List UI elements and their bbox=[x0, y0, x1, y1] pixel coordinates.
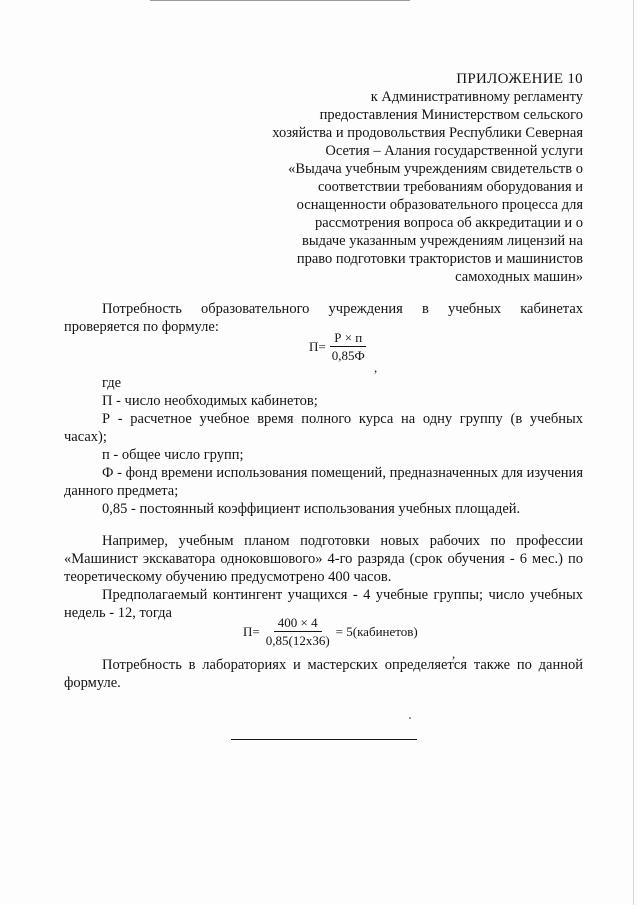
header-line: предоставления Министерством сельского bbox=[319, 107, 583, 123]
closing-paragraph: Потребность в лабораториях и мастерских определяется также по данной формуле. bbox=[64, 657, 583, 691]
formula-comma: , bbox=[374, 360, 378, 375]
scan-edge-top bbox=[150, 0, 410, 1]
formula-example-comma: , bbox=[452, 646, 456, 661]
formula-example-denominator: 0,85(12х36) bbox=[265, 633, 330, 648]
scan-speck bbox=[409, 717, 411, 719]
example-groups-paragraph: Предполагаемый контингент учащихся - 4 учебные группы; число учебных недель - 12, тогда bbox=[64, 587, 583, 621]
definition-R: Р - расчетное учебное время полного курса на одну группу (в учебных часах); bbox=[64, 411, 583, 445]
closing-rule bbox=[231, 739, 417, 740]
formula-example-fraction bbox=[262, 615, 334, 648]
formula-example bbox=[243, 615, 418, 648]
formula-example-numerator: 400 × 4 bbox=[274, 615, 322, 632]
header-line: право подготовки трактористов и машинистов bbox=[296, 251, 583, 267]
definition-coefficient: 0,85 - постоянный коэффициент использования учебных площадей. bbox=[102, 501, 521, 517]
definition-P: П - число необходимых кабинетов; bbox=[102, 393, 318, 409]
header-line: рассмотрения вопроса об аккредитации и о bbox=[315, 215, 583, 231]
header-line: соответствии требованиям оборудования и bbox=[317, 179, 583, 195]
header-line: оснащенности образовательного процесса для bbox=[296, 197, 583, 213]
formula-example-lhs: П= bbox=[243, 623, 260, 639]
header-line: самоходных машин» bbox=[455, 269, 583, 285]
example-paragraph: Например, учебным планом подготовки новых рабочих по профессии «Машинист экскаватора одноковшового» 4-го разряда (срок обучения - 6 мес.) по теоретическому обучению предусмотрено 400 часов. bbox=[64, 533, 583, 585]
formula-example-result: = 5(кабинетов) bbox=[335, 623, 418, 639]
formula-fraction bbox=[328, 330, 369, 363]
formula-numerator: Р × п bbox=[330, 330, 366, 347]
header-line: «Выдача учебным учреждениям свидетельств о bbox=[288, 161, 583, 177]
where-label: где bbox=[102, 375, 122, 391]
formula-lhs: П= bbox=[309, 338, 326, 354]
definition-F: Ф - фонд времени использования помещений, предназначенных для изучения данного предмета; bbox=[64, 465, 583, 499]
formula-denominator: 0,85Ф bbox=[331, 348, 365, 363]
appendix-title: ПРИЛОЖЕНИЕ 10 bbox=[456, 71, 583, 87]
definition-n: п - общее число групп; bbox=[102, 447, 244, 463]
header-line: выдаче указанным учреждениям лицензий на bbox=[302, 233, 583, 249]
header-line: хозяйства и продовольствия Республики Северная bbox=[272, 125, 583, 141]
header-line: Осетия – Алания государственной услуги bbox=[325, 143, 583, 159]
formula-cabinets bbox=[309, 330, 371, 363]
header-line: к Административному регламенту bbox=[370, 89, 583, 105]
appendix-header bbox=[272, 70, 583, 286]
intro-paragraph: Потребность образовательного учреждения в учебных кабинетах проверяется по формуле: bbox=[64, 301, 583, 335]
scan-edge-right bbox=[633, 0, 634, 905]
